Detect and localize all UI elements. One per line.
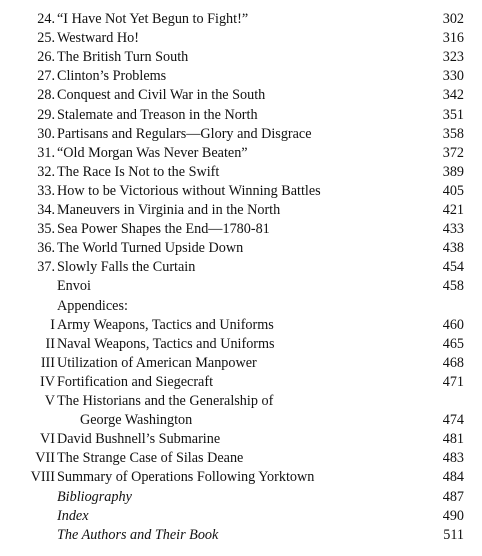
toc-entry-number: IV <box>40 373 55 390</box>
toc-entry <box>0 430 482 449</box>
toc-entry-title: “I Have Not Yet Begun to Fight!” <box>57 11 249 27</box>
toc-entry-number: 37. <box>37 259 55 276</box>
toc-entry-title: The Race Is Not to the Swift <box>57 163 220 180</box>
toc-entry <box>0 258 482 277</box>
toc-entry-number: VIII <box>30 469 55 486</box>
toc-entry <box>0 392 482 411</box>
toc-entry-title: “Old Morgan Was Never Beaten” <box>57 144 248 161</box>
toc-entry-number: 31. <box>37 144 55 161</box>
toc-entry-number: II <box>45 335 55 352</box>
toc-entry-page: 405 <box>442 182 464 199</box>
toc-entry-number: I <box>50 316 55 333</box>
toc-entry-title: Fortification and Siegecraft <box>57 373 214 390</box>
toc-entry-number: 33. <box>37 182 55 199</box>
toc-entry-title: Conquest and Civil War in the South <box>57 87 266 104</box>
toc-entry-title: The Strange Case of Silas Deane <box>57 450 244 467</box>
toc-entry-number: 29. <box>37 106 55 123</box>
toc-entry-page: 358 <box>442 125 464 142</box>
toc-entry <box>0 239 482 258</box>
toc-entry <box>0 354 482 373</box>
toc-entry <box>0 201 482 220</box>
toc-entry-page: 481 <box>442 431 464 448</box>
toc-entry <box>0 411 482 430</box>
toc-entry-page: 454 <box>442 259 464 276</box>
toc-entry-number: 36. <box>37 240 55 257</box>
toc-entry <box>0 163 482 182</box>
toc-entry <box>0 29 482 48</box>
toc-entry <box>0 316 482 335</box>
toc-entry-title: Maneuvers in Virginia and in the North <box>57 202 281 218</box>
toc-entry-title: Slowly Falls the Curtain <box>57 259 196 276</box>
toc-entry-title: Stalemate and Treason in the North <box>57 106 258 123</box>
toc-entry-title: George Washington <box>80 412 193 429</box>
toc-entry-title: Summary of Operations Following Yorktown <box>57 469 315 486</box>
toc-entry-number: 26. <box>37 49 55 66</box>
toc-entry <box>0 488 482 507</box>
toc-entry-page: 490 <box>442 507 464 524</box>
toc-entry <box>0 67 482 86</box>
toc-entry-title: The World Turned Upside Down <box>57 240 244 257</box>
toc-entry <box>0 144 482 163</box>
toc-entry <box>0 10 482 29</box>
toc-entry-page: 458 <box>442 278 464 295</box>
toc-entry-page: 487 <box>442 488 464 505</box>
toc-entry-title: Partisans and Regulars—Glory and Disgrace <box>57 125 312 142</box>
toc-entry-title: The British Turn South <box>57 49 189 66</box>
toc-entry <box>0 373 482 392</box>
toc-entry <box>0 449 482 468</box>
toc-entry-title: Index <box>57 507 89 524</box>
toc-entry <box>0 297 482 316</box>
toc-entry-page: 421 <box>442 202 464 218</box>
toc-entry-page: 372 <box>442 144 464 161</box>
toc-entry <box>0 277 482 296</box>
toc-entry-page: 351 <box>442 106 464 123</box>
toc-entry-number: 34. <box>37 202 55 218</box>
toc-entry-number: V <box>44 393 55 409</box>
toc-entry-page: 471 <box>442 373 464 390</box>
toc-entry-number: 24. <box>37 11 55 27</box>
toc-entry-page: 465 <box>442 335 464 352</box>
toc-entry-title: Army Weapons, Tactics and Uniforms <box>57 316 274 333</box>
toc-entry-title: Clinton’s Problems <box>57 68 167 85</box>
toc-entry <box>0 526 482 545</box>
toc-entry <box>0 507 482 526</box>
toc-entry <box>0 106 482 125</box>
toc-entry-page: 484 <box>442 469 464 486</box>
toc-entry-title: Appendices: <box>57 297 128 314</box>
toc-entry-page: 468 <box>442 354 464 371</box>
toc-entry-page: 342 <box>442 87 464 104</box>
toc-entry-title: The Historians and the Generalship of <box>57 393 274 409</box>
toc-entry-title: The Authors and Their Book <box>57 526 219 543</box>
toc-entry-number: 30. <box>37 125 55 142</box>
toc-entry-title: Utilization of American Manpower <box>57 354 257 371</box>
toc-entry-title: Bibliography <box>57 488 132 505</box>
toc-entry-title: Naval Weapons, Tactics and Uniforms <box>57 335 275 352</box>
toc-entry-page: 316 <box>442 30 464 47</box>
toc-entry-number: VII <box>35 450 55 467</box>
toc-entry-number: 27. <box>37 68 55 85</box>
toc-entry-number: 28. <box>37 87 55 104</box>
toc-entry-page: 433 <box>442 221 464 238</box>
toc-entry-number: 25. <box>37 30 55 47</box>
toc-entry <box>0 220 482 239</box>
toc-entry <box>0 86 482 105</box>
toc-entry-title: Westward Ho! <box>57 30 139 47</box>
toc-entry-page: 474 <box>442 412 464 429</box>
toc-entry-page: 511 <box>443 526 464 543</box>
toc-entry-page: 389 <box>442 163 464 180</box>
toc-entry-page: 438 <box>442 240 464 257</box>
toc-entry-title: Envoi <box>57 278 91 295</box>
toc-entry-title: David Bushnell’s Submarine <box>57 431 221 448</box>
toc-entry <box>0 468 482 487</box>
toc-entry-page: 460 <box>442 316 464 333</box>
toc-entry-number: III <box>40 354 55 371</box>
toc-entry-page: 483 <box>442 450 464 467</box>
toc-entry-number: 32. <box>37 163 55 180</box>
toc-entry <box>0 335 482 354</box>
toc-entry-page: 330 <box>442 68 464 85</box>
toc-entry-number: VI <box>40 431 55 448</box>
toc-entry <box>0 125 482 144</box>
toc-entry <box>0 48 482 67</box>
toc-entry-title: Sea Power Shapes the End—1780-81 <box>57 221 270 238</box>
toc-entry-page: 302 <box>442 11 464 27</box>
toc-entry <box>0 182 482 201</box>
toc-entry-number: 35. <box>37 221 55 238</box>
toc-entry-page: 323 <box>442 49 464 66</box>
toc-entry-title: How to be Victorious without Winning Battles <box>57 182 321 199</box>
